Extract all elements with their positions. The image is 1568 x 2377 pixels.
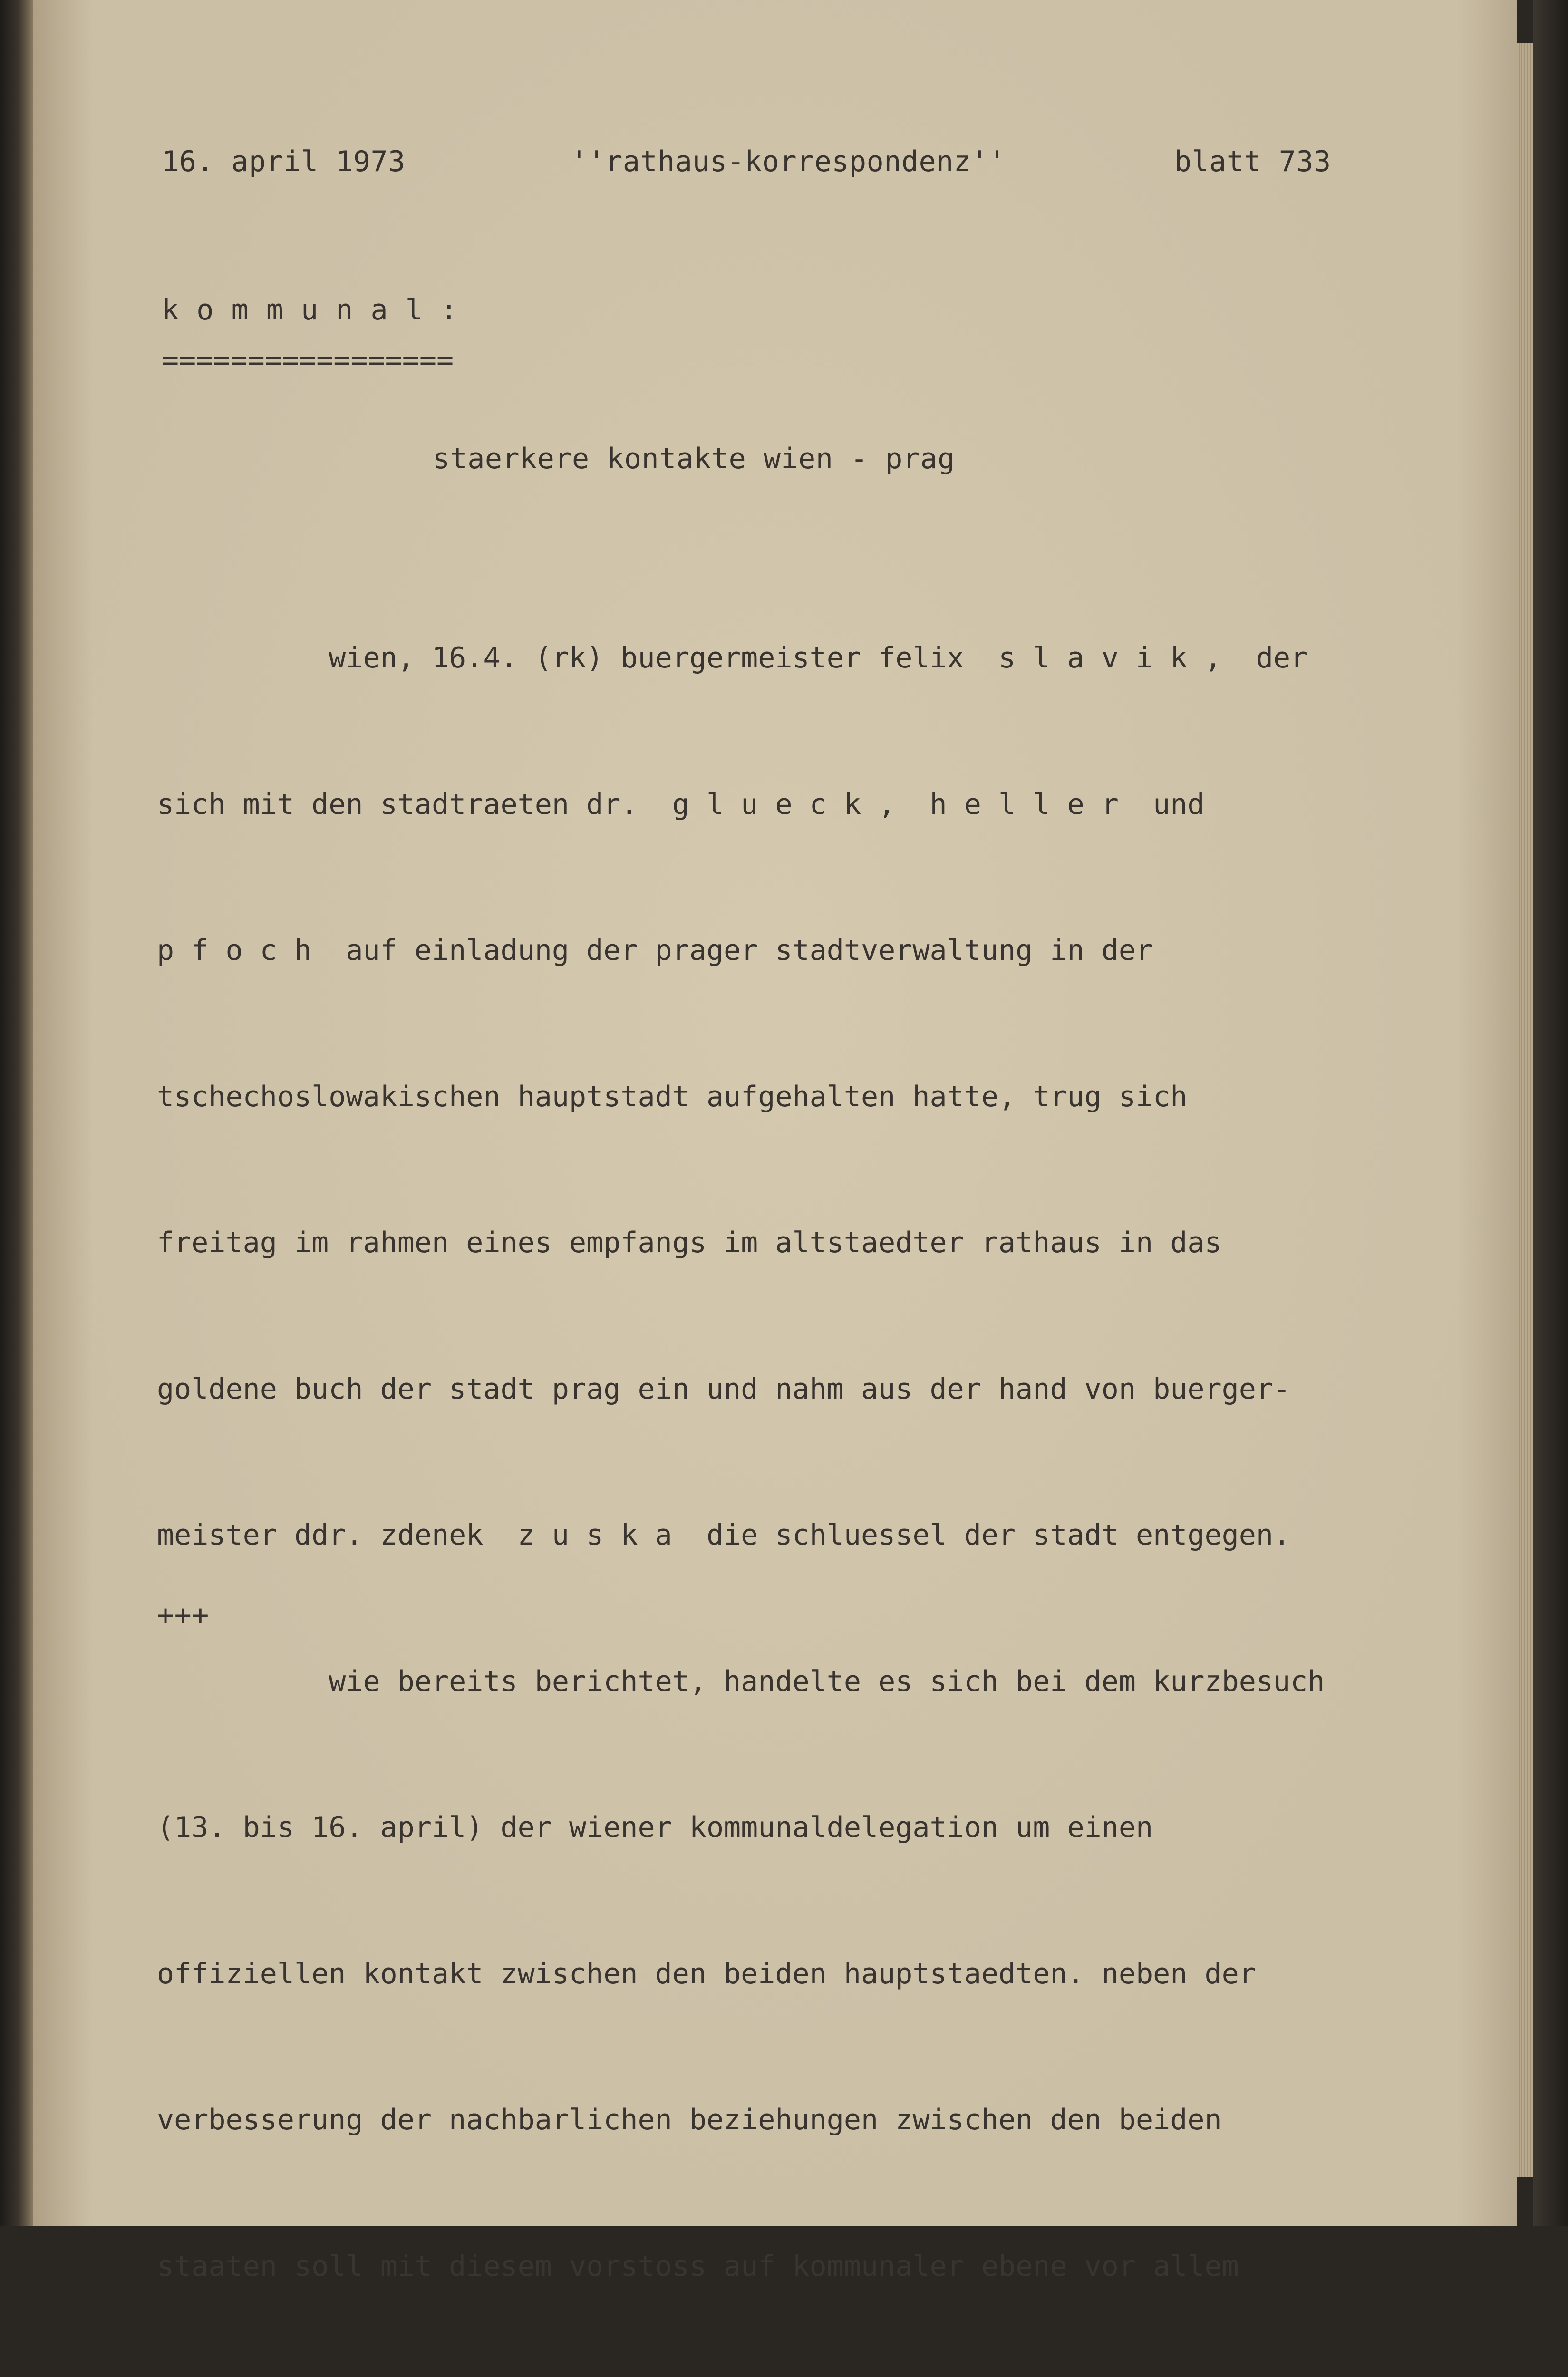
book-binding-right (1533, 0, 1568, 2226)
section-label: k o m m u n a l : (162, 293, 458, 327)
body-line: verbesserung der nachbarlichen beziehungen zwischen den beiden (157, 2103, 1222, 2136)
article-headline: staerkere kontakte wien - prag (433, 442, 955, 475)
header-sheet-number: blatt 733 (1174, 145, 1331, 178)
body-line: tschechoslowakischen hauptstadt aufgehalten hatte, trug sich (157, 1080, 1188, 1113)
body-line: wie bereits berichtet, handelte es sich bei dem kurzbesuch (157, 1664, 1325, 1698)
header-source: ''rathaus-korrespondenz'' (571, 145, 1006, 178)
header-date: 16. april 1973 (162, 145, 406, 178)
body-line: freitag im rahmen eines empfangs im altstaedter rathaus in das (157, 1226, 1222, 1259)
body-line: (13. bis 16. april) der wiener kommunaldelegation um einen (157, 1811, 1153, 1844)
article-body (157, 536, 1359, 2377)
body-line: goldene buch der stadt prag ein und nahm aus der hand von buerger- (157, 1372, 1291, 1406)
body-line: wien, 16.4. (rk) buergermeister felix s l a v i k , der (157, 641, 1308, 675)
page-stack-edge (1517, 43, 1533, 2177)
body-line: offiziellen kontakt zwischen den beiden hauptstaedten. neben der (157, 1957, 1256, 1990)
body-line: p f o c h auf einladung der prager stadtverwaltung in der (157, 934, 1153, 967)
end-mark: +++ (157, 1599, 209, 1632)
book-binding-left (0, 0, 33, 2226)
section-underline: ================= (162, 344, 454, 377)
body-line: staaten soll mit diesem vorstoss auf kommunaler ebene vor allem (157, 2249, 1239, 2283)
body-line: meister ddr. zdenek z u s k a die schluessel der stadt entgegen. (157, 1518, 1291, 1552)
body-line: sich mit den stadtraeten dr. g l u e c k , h e l l e r und (157, 787, 1205, 821)
